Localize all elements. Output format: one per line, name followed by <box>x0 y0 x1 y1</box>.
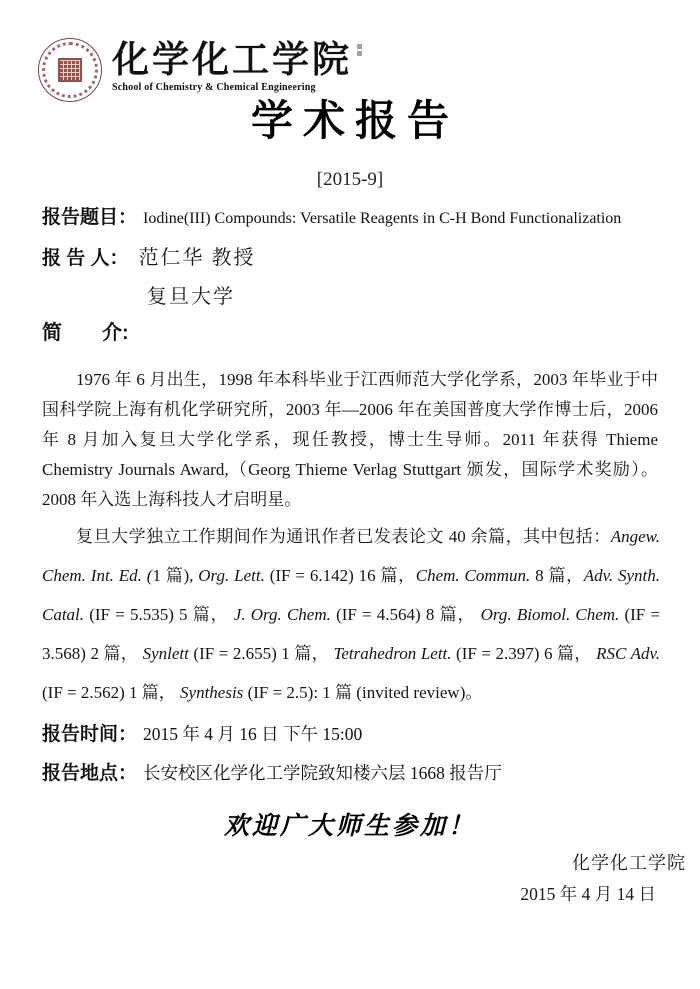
journal-name: Synlett <box>142 644 189 663</box>
report-time-label: 报告时间： <box>42 724 138 745</box>
welcome-message: 欢迎广大师生参加！ <box>224 813 477 840</box>
publication-text: (IF = 2.655) 1 篇， <box>188 644 334 663</box>
page-title: 学术报告 <box>250 99 459 145</box>
publication-text: 复旦大学独立工作期间作为通讯作者已发表论文 40 余篇，其中包括： <box>76 527 611 546</box>
speaker-name: 范仁华 教授 <box>138 247 256 269</box>
biography-paragraph: 1976 年 6 月出生，1998 年本科毕业于江西师范大学化学系，2003 年毕业于中国科学院上海有机化学研究所，2003 年—2006 年在美国普度大学作博士后，2006 年 8 月加入复旦大学化学系，现任教授，博士生导师。2011 年获得 Thieme Chemistry Journals Award,（Georg Thieme Verlag Stuttgart 颁发，国际学术奖励）。2008 年入选上海科技人才启明星。 <box>42 370 658 509</box>
publication-text: 8 篇， <box>530 566 584 585</box>
report-title-value: Iodine(III) Compounds: Versatile Reagents in C-H Bond Functionalization <box>143 210 622 227</box>
publication-text: (IF = 2.562) 1 篇， <box>42 683 181 702</box>
publication-text: (IF = 2.5): 1 篇 (invited review)。 <box>243 683 483 702</box>
seal-stamp-icon <box>58 58 82 82</box>
report-title-label: 报告题目： <box>42 207 138 228</box>
calligraphy-signature-mark <box>357 44 362 56</box>
logo-text-block <box>112 38 352 94</box>
school-name-cn: 化学化工学院 <box>112 40 352 81</box>
intro-section-label: 简 介: <box>42 322 129 344</box>
issue-number: [2015-9] <box>316 169 384 190</box>
journal-name: J. Org. Chem. <box>233 605 331 624</box>
report-time-row <box>42 719 660 746</box>
school-name-en: School of Chemistry & Chemical Engineering <box>112 82 316 93</box>
speaker-row <box>42 241 660 270</box>
publication-text: (IF = 3.568) 2 篇， <box>42 605 661 663</box>
journal-name: RSC Adv. <box>596 644 660 663</box>
journal-name: Org. Lett. <box>198 566 265 585</box>
publication-text: (IF = 5.535) 5 篇， <box>84 605 234 624</box>
publication-text: (IF = 6.142) 16 篇， <box>264 566 416 585</box>
report-title-row <box>42 202 660 229</box>
publication-text: 1 篇), <box>152 566 199 585</box>
report-place-row <box>42 758 660 785</box>
school-logo <box>38 38 362 102</box>
speaker-affiliation: 复旦大学 <box>147 286 235 308</box>
publications-paragraph <box>42 517 660 712</box>
footer-date: 2015 年 4 月 14 日 <box>520 884 656 904</box>
publication-text: (IF = 2.397) 6 篇， <box>451 644 597 663</box>
journal-name: Tetrahedron Lett. <box>333 644 452 663</box>
journal-name: Angew. Chem. Int. Ed. ( <box>42 527 660 585</box>
report-place-value: 长安校区化学化工学院致知楼六层 1668 报告厅 <box>143 763 502 783</box>
report-time-value: 2015 年 4 月 16 日 下午 15:00 <box>143 724 363 744</box>
journal-name: Adv. Synth. Catal. <box>42 566 661 624</box>
publication-text: (IF = 4.564) 8 篇， <box>330 605 481 624</box>
journal-name: Org. Biomol. Chem. <box>480 605 620 624</box>
school-seal-icon <box>38 38 102 102</box>
footer-signature: 化学化工学院 <box>572 853 686 873</box>
journal-name: Synthesis <box>180 683 244 702</box>
report-place-label: 报告地点： <box>42 763 138 784</box>
journal-name: Chem. Commun. <box>415 566 531 585</box>
speaker-label: 报 告 人： <box>42 248 129 269</box>
